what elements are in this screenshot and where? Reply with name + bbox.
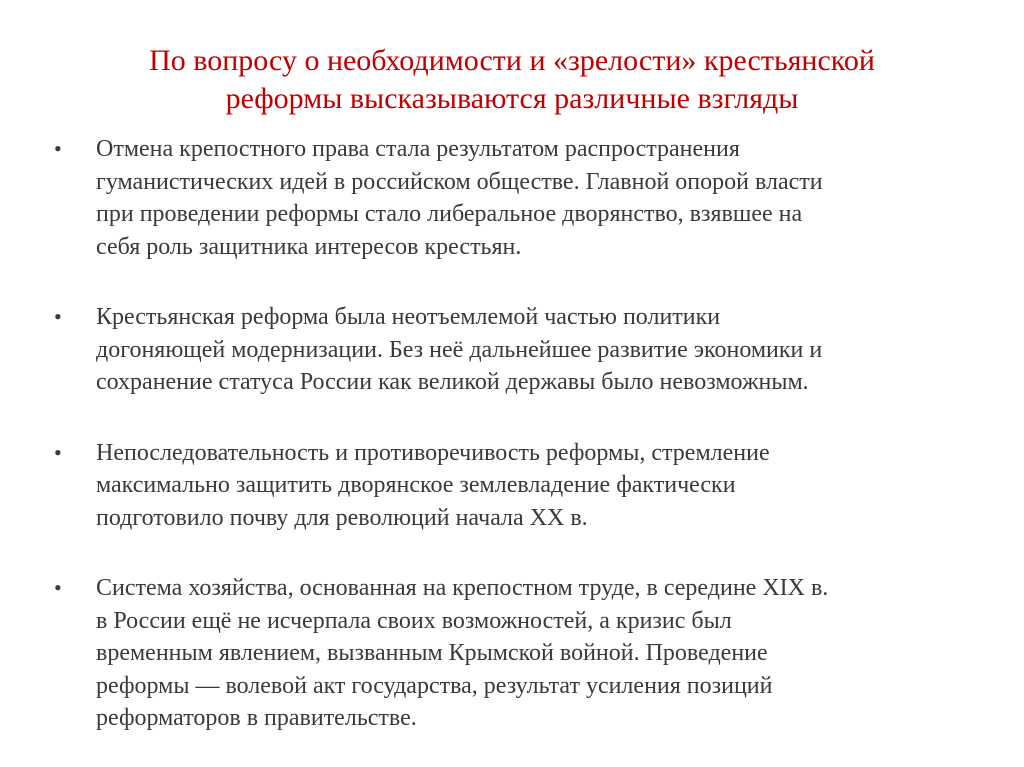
bullet-1-line-1: Отмена крепостного права стала результатом распространения	[96, 136, 740, 162]
slide-title	[60, 42, 964, 118]
bullet-4-line-3: временным явлением, вызванным Крымской войной. Проведение	[96, 640, 768, 666]
bullet-dot: •	[54, 304, 62, 329]
bullet-item-1	[54, 133, 984, 263]
bullet-1-line-4: себя роль защитника интересов крестьян.	[96, 233, 522, 260]
bullet-3-line-3: подготовило почву для революций начала XX в.	[96, 504, 588, 531]
bullet-3-line-1: Непоследовательность и противоречивость реформы, стремление	[96, 439, 770, 466]
bullet-2-line-3: сохранение статуса России как великой державы было невозможным.	[96, 369, 809, 395]
bullet-dot: •	[54, 575, 62, 600]
bullet-2-line-2: догоняющей модернизации. Без неё дальнейшее развитие экономики и	[96, 336, 823, 363]
bullet-4-line-5: реформаторов в правительстве.	[96, 705, 417, 731]
bullet-1-line-2: гуманистических идей в российском обществе. Главной опорой власти	[96, 168, 823, 195]
bullet-item-4	[54, 572, 984, 735]
bullet-item-2	[54, 301, 984, 399]
bullet-dot: •	[54, 136, 62, 161]
slide-title-line-2: реформы высказываются различные взгляды	[225, 82, 799, 115]
bullet-4-line-1: Система хозяйства, основанная на крепостном труде, в середине XIX в.	[96, 575, 829, 601]
slide-title-line-1: По вопросу о необходимости и «зрелости» крестьянской	[149, 44, 875, 77]
bullet-1-line-3: при проведении реформы стало либеральное дворянство, взявшее на	[96, 201, 803, 227]
bullet-4-line-2: в России ещё не исчерпала своих возможностей, а кризис был	[96, 607, 732, 634]
bullet-list	[54, 133, 984, 735]
bullet-2-line-1: Крестьянская реформа была неотъемлемой частью политики	[96, 304, 721, 330]
bullet-item-3	[54, 437, 984, 535]
bullet-3-line-2: максимально защитить дворянское землевладение фактически	[96, 472, 736, 498]
bullet-4-line-4: реформы — волевой акт государства, результат усиления позиций	[96, 672, 773, 699]
bullet-dot: •	[54, 439, 62, 465]
